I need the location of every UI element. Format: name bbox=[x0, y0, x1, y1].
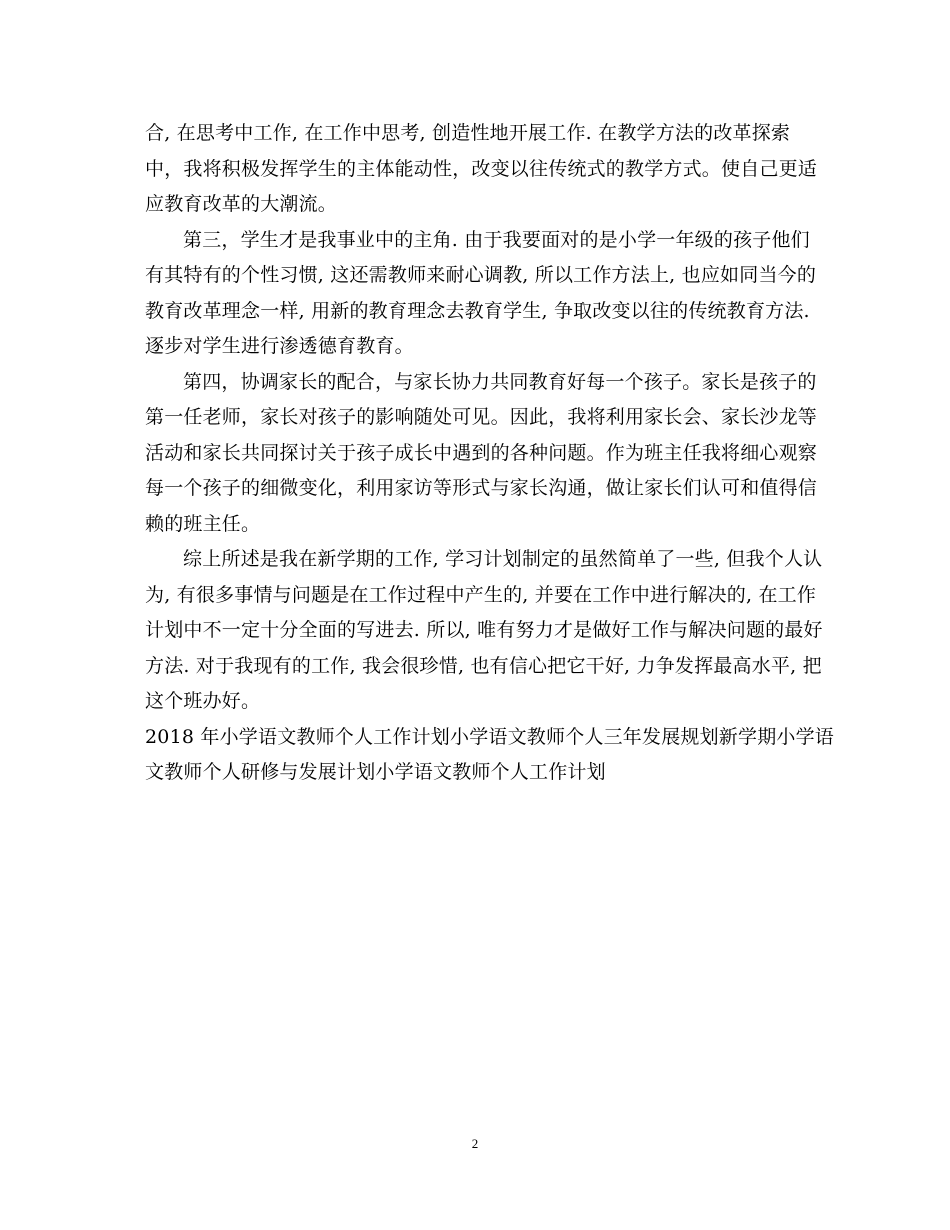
text-line: 这个班办好。 bbox=[145, 690, 261, 712]
text-line: 合, 在思考中工作, 在工作中思考, 创造性地开展工作. 在教学方法的改革探索 bbox=[145, 122, 791, 144]
paragraph-summary bbox=[145, 542, 823, 720]
text-line: 方法. 对于我现有的工作, 我会很珍惜, 也有信心把它干好, 力争发挥最高水平, 把 bbox=[145, 654, 822, 677]
text-line: 计划中不一定十分全面的写进去. 所以, 唯有努力才是做好工作与解决问题的最好 bbox=[145, 619, 823, 641]
paragraph-continuation bbox=[145, 116, 818, 223]
text-line: 活动和家长共同探讨关于孩子成长中遇到的各种问题。作为班主任我将细心观察 bbox=[145, 441, 818, 464]
text-line: 第一任老师，家长对孩子的影响随处可见。因此，我将利用家长会、家长沙龙等 bbox=[145, 406, 818, 428]
text-line: 逐步对学生进行渗透德育教育。 bbox=[145, 335, 414, 357]
text-line: 为, 有很多事情与问题是在工作过程中产生的, 并要在工作中进行解决的, 在工作 bbox=[145, 583, 817, 606]
text-line: 每一个孩子的细微变化，利用家访等形式与家长沟通，做让家长们认可和值得信 bbox=[145, 477, 818, 499]
related-links-line: 2018 年小学语文教师个人工作计划小学语文教师个人三年发展规划新学期小学语 bbox=[145, 725, 834, 748]
text-line: 有其特有的个性习惯, 这还需教师来耐心调教, 所以工作方法上, 也应如同当今的 bbox=[145, 264, 817, 286]
text-line: 中，我将积极发挥学生的主体能动性，改变以往传统式的教学方式。使自己更适 bbox=[145, 157, 818, 180]
related-links-line: 文教师个人研修与发展计划小学语文教师个人工作计划 bbox=[145, 761, 606, 783]
text-line: 综上所述是我在新学期的工作, 学习计划制定的虽然简单了一些, 但我个人认 bbox=[183, 548, 823, 570]
text-line: 教育改革理念一样, 用新的教育理念去教育学生, 争取改变以往的传统教育方法. bbox=[145, 299, 810, 322]
paragraph-third-point bbox=[145, 223, 817, 365]
paragraph-fourth-point bbox=[145, 365, 818, 543]
text-line: 第四，协调家长的配合，与家长协力共同教育好每一个孩子。家长是孩子的 bbox=[183, 370, 817, 393]
text-line: 赖的班主任。 bbox=[145, 512, 261, 535]
document-body bbox=[145, 116, 834, 791]
text-line: 应教育改革的大潮流。 bbox=[145, 193, 338, 215]
related-links bbox=[145, 720, 834, 791]
text-line: 第三，学生才是我事业中的主角. 由于我要面对的是小学一年级的孩子他们 bbox=[183, 228, 810, 251]
page-number: 2 bbox=[471, 1136, 479, 1151]
